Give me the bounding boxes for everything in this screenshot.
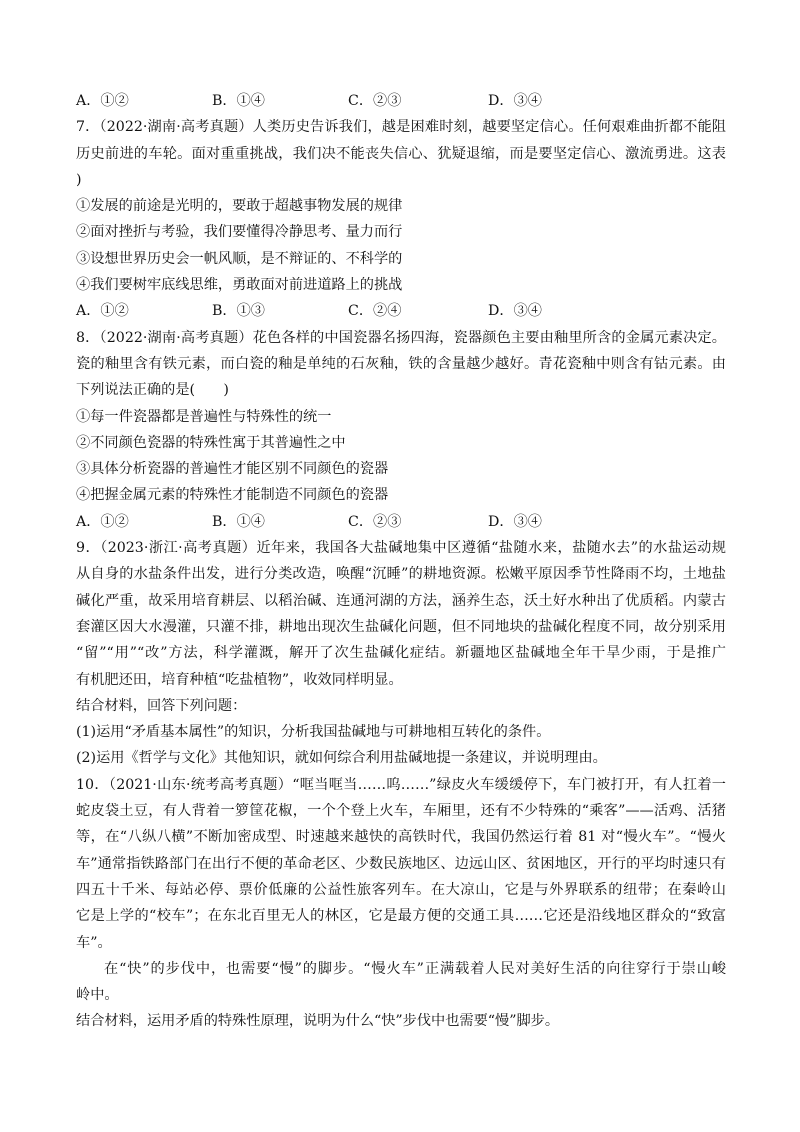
q8-stem-line: 瓷的釉里含有铁元素，而白瓷的釉是单纯的石灰釉，铁的含量越少越好。青花瓷釉中则含有钴元素。由 [76, 355, 726, 372]
q6-option-d: D．③④ [488, 93, 542, 109]
question-7 [76, 114, 726, 324]
q8-statement: ④把握金属元素的特殊性才能制造不同颜色的瓷器 [76, 487, 389, 504]
q7-stem-line: 历史前进的车轮。面对重重挑战，我们决不能丧失信心、犹疑退缩，而是要坚定信心、激流勇进。这表 [76, 145, 726, 162]
q9-stem-line: 套灌区因大水漫灌，只灌不排，耕地出现次生盐碱化问题，但不同地块的盐碱化程度不同，故分别采用 [76, 618, 726, 635]
q10-stem-line: 车”。 [76, 934, 112, 951]
q10-paragraph-2-line: 岭中。 [76, 987, 119, 1004]
q9-stem-line: 有机肥还田，培育种植“吃盐植物”，收效同样明显。 [76, 671, 403, 688]
q9-subquestion-2: (2)运用《哲学与文化》其他知识，就如何综合利用盐碱地提一条建议，并说明理由。 [76, 750, 607, 767]
q9-subquestion-1: (1)运用“矛盾基本属性”的知识，分析我国盐碱地与可耕地相互转化的条件。 [76, 724, 551, 741]
q9-prompt: 结合材料，回答下列问题： [76, 697, 247, 714]
q9-stem-line: 9．（2023·浙江·高考真题）近年来，我国各大盐碱地集中区遵循“盐随水来，盐随水去”的水盐运动规 [76, 540, 726, 557]
q9-stem-line: “留”“用”“改”方法，科学灌溉，解开了次生盐碱化症结。新疆地区盐碱地全年干旱少雨，于是推广 [76, 645, 726, 662]
q10-prompt: 结合材料，运用矛盾的特殊性原理，说明为什么“快”步伐中也需要“慢”脚步。 [76, 1013, 560, 1030]
q8-statement: ①每一件瓷器都是普遍性与特殊性的统一 [76, 408, 332, 425]
q8-option-d: D．③④ [488, 513, 542, 530]
q7-option-a: A．①② [76, 303, 129, 320]
q10-stem-line: 它是上学的“校车”；在东北百里无人的林区，它是最方便的交通工具……它还是沿线地区群众的“致富 [76, 908, 726, 925]
question-9 [76, 535, 726, 772]
q10-stem-line: 蛇皮袋土豆，有人背着一箩筐花椒，一个个登上火车，车厢里，还有不少特殊的“乘客”——活鸡、活猪 [76, 803, 726, 820]
q8-options [76, 509, 726, 535]
q9-stem-line: 碱化严重，故采用培育耕层、以稻治碱、连通河湖的方法，涵养生态，沃土好水种出了优质稻。内蒙古 [76, 592, 726, 609]
q10-paragraph-2-line: 在“快”的步伐中，也需要“慢”的脚步。“慢火车”正满载着人民对美好生活的向往穿行于崇山峻 [104, 960, 726, 977]
q8-option-c: C．②③ [348, 513, 402, 530]
q7-options [76, 298, 726, 324]
q6-option-b: B．①④ [212, 93, 265, 109]
question-10 [76, 772, 726, 1035]
exam-page [76, 88, 726, 1035]
q10-stem-line: 等，在“八纵八横”不断加密成型、时速越来越快的高铁时代，我国仍然运行着 81 对“慢火车”。“慢火 [76, 829, 726, 846]
q7-option-c: C．②④ [348, 303, 402, 320]
q8-option-a: A．①② [76, 513, 129, 530]
q7-statement: ③设想世界历史会一帆风顺，是不辩证的、不科学的 [76, 250, 403, 267]
q8-statement: ③具体分析瓷器的普遍性才能区别不同颜色的瓷器 [76, 461, 389, 478]
q6-option-c: C．②③ [348, 93, 402, 109]
q6-options [76, 88, 726, 114]
q8-option-b: B．①④ [212, 513, 265, 530]
q10-stem-line: 10．（2021·山东·统考高考真题）“哐当哐当……呜……”绿皮火车缓缓停下，车门被打开，有人扛着一 [76, 776, 726, 793]
q7-statement: ①发展的前途是光明的，要敢于超越事物发展的规律 [76, 198, 403, 215]
q10-stem-line: 车”通常指铁路部门在出行不便的革命老区、少数民族地区、边远山区、贫困地区，开行的平均时速只有 [76, 855, 726, 872]
q8-statement: ②不同颜色瓷器的特殊性寓于其普遍性之中 [76, 434, 346, 451]
q7-option-b: B．①③ [212, 303, 265, 320]
question-8 [76, 325, 726, 535]
q7-statement: ②面对挫折与考验，我们要懂得冷静思考、量力而行 [76, 224, 403, 241]
q8-stem-line: 下列说法正确的是( ) [76, 382, 229, 399]
q9-stem-line: 从自身的水盐条件出发，进行分类改造，唤醒“沉睡”的耕地资源。松嫩平原因季节性降雨不均，土地盐 [76, 566, 726, 583]
q7-statement: ④我们要树牢底线思维，勇敢面对前进道路上的挑战 [76, 277, 403, 294]
q6-option-a: A．①② [76, 93, 129, 109]
q7-stem-line: ) [76, 171, 82, 188]
q7-option-d: D．③④ [488, 303, 542, 320]
q10-stem-line: 四五十千米、每站必停、票价低廉的公益性旅客列车。在大凉山，它是与外界联系的纽带；在秦岭山 [76, 881, 726, 898]
q8-stem-line: 8．（2022·湖南·高考真题）花色各样的中国瓷器名扬四海，瓷器颜色主要由釉里所含的金属元素决定。 [76, 329, 726, 346]
q7-stem-line: 7．（2022·湖南·高考真题）人类历史告诉我们，越是困难时刻，越要坚定信心。任何艰难曲折都不能阻 [76, 119, 726, 136]
